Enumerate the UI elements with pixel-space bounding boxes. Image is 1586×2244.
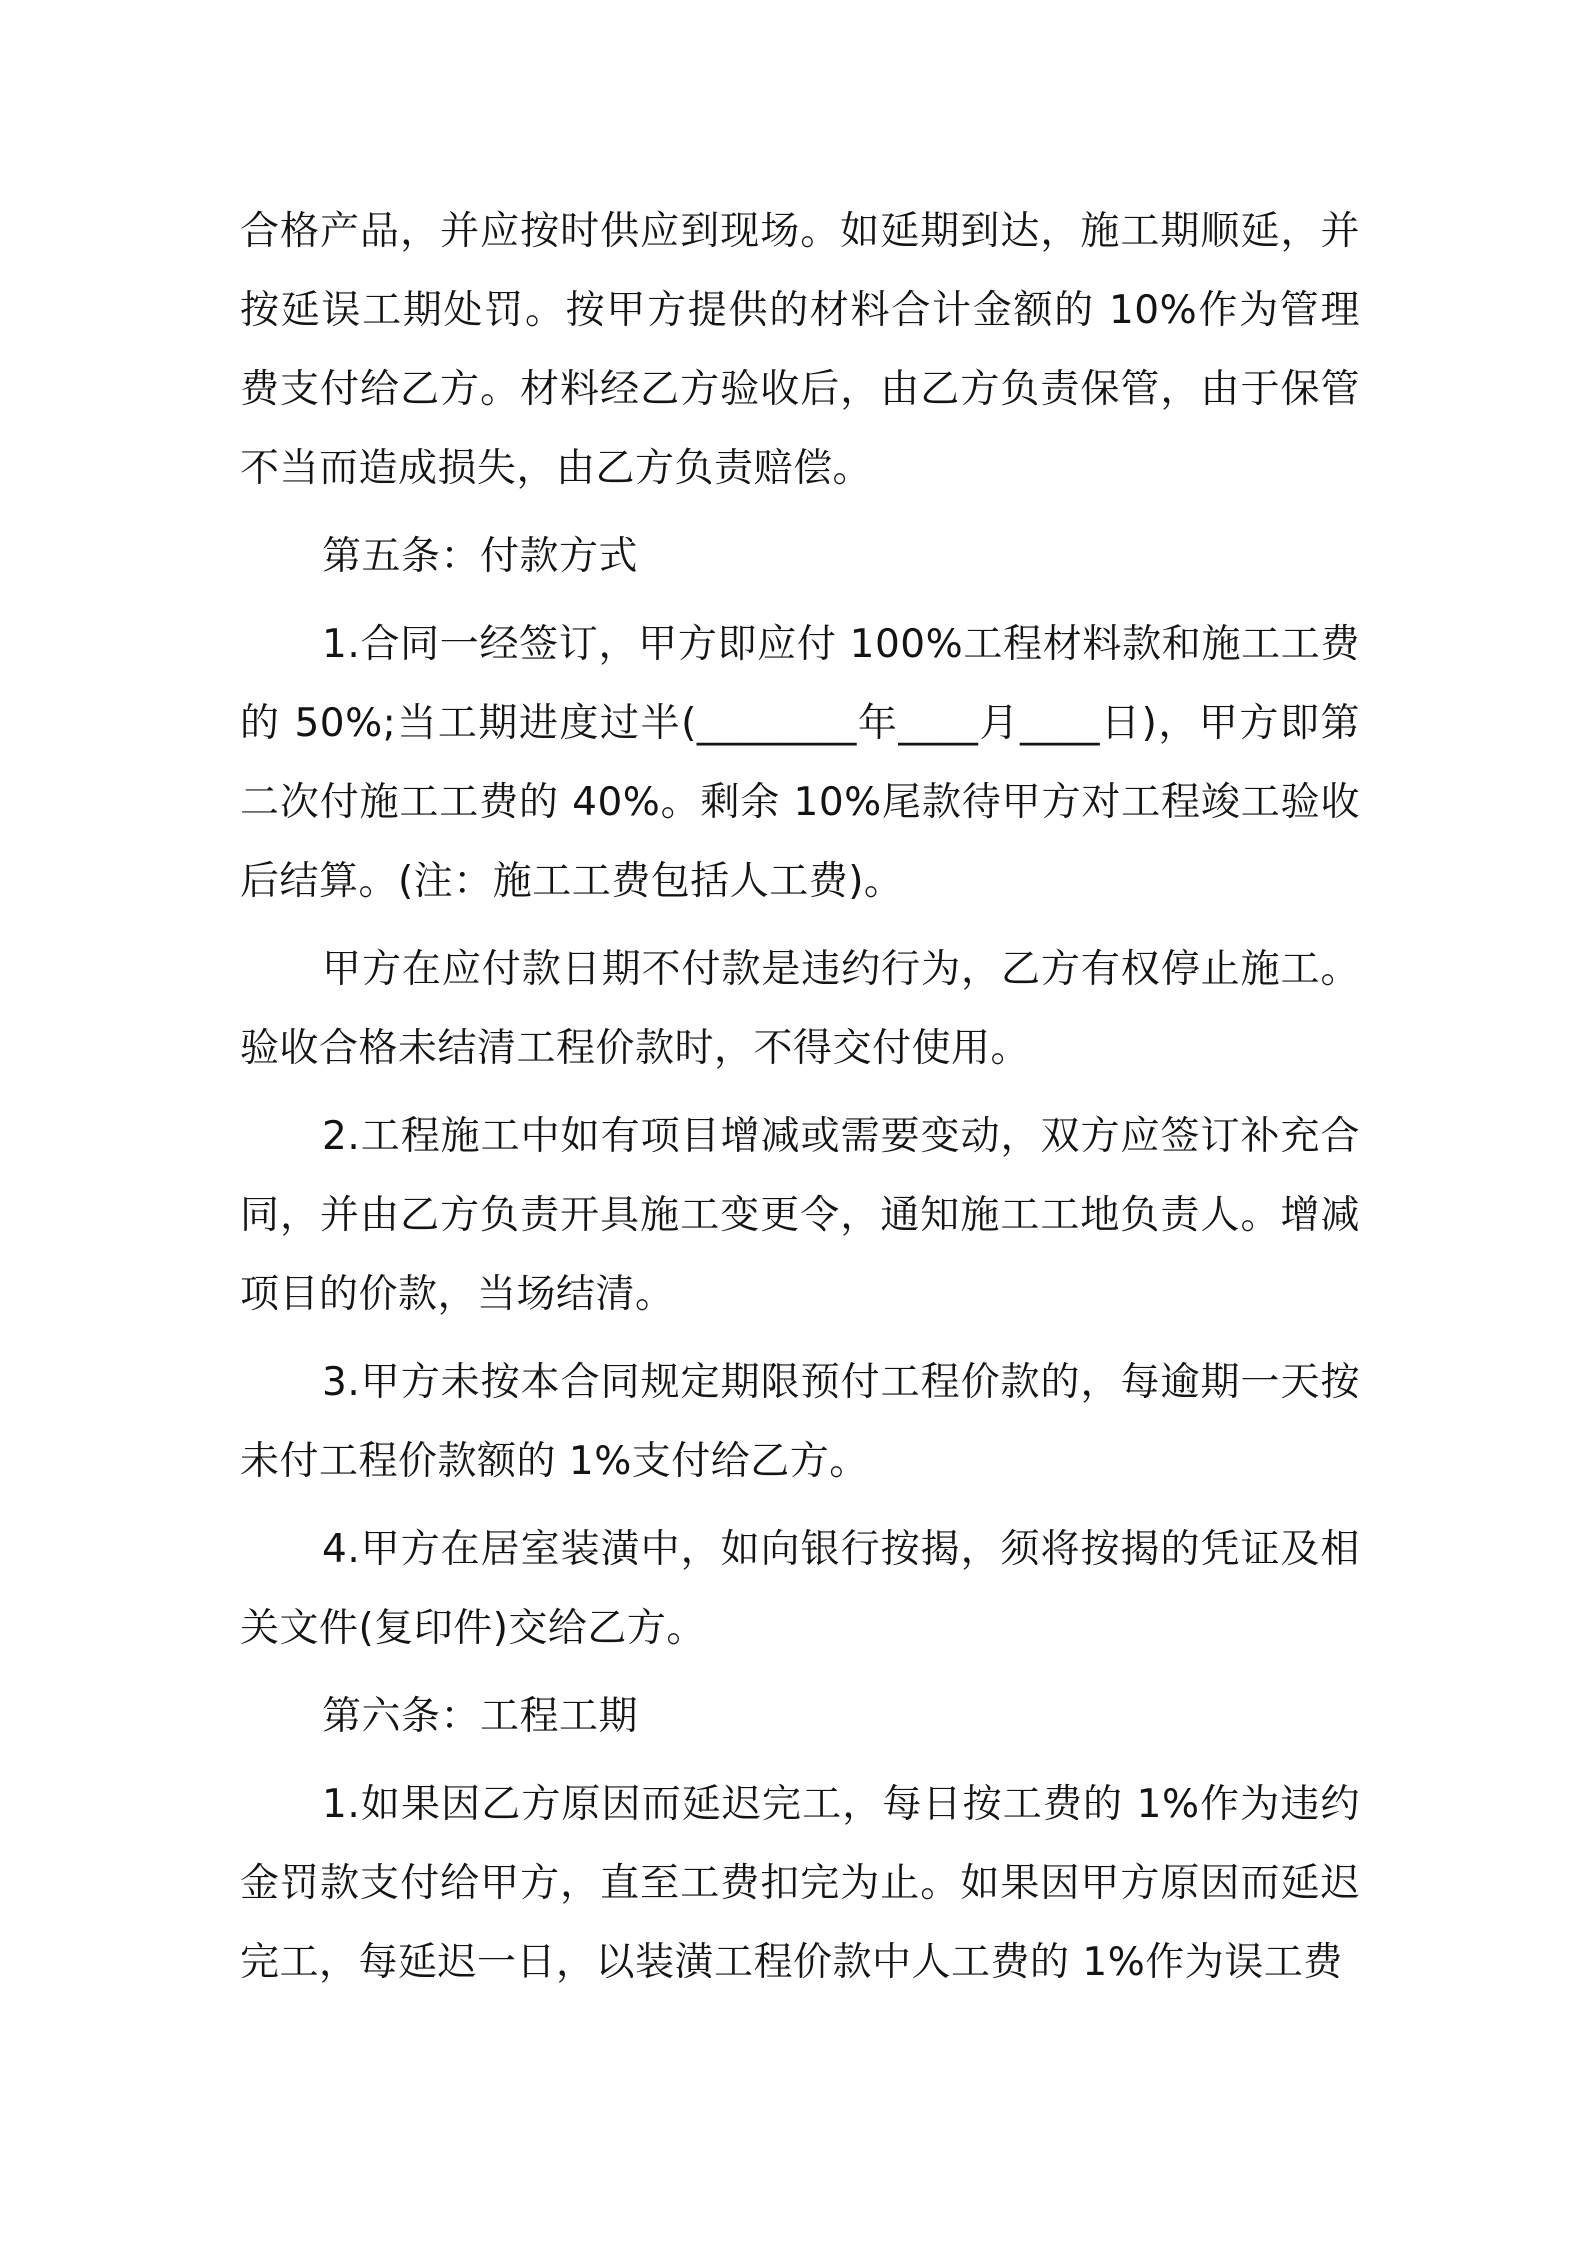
section-heading-article-6: 第六条：工程工期 bbox=[322, 1694, 639, 1739]
paragraph-payment-default: 甲方在应付款日期不付款是违约行为，乙方有权停止施工。验收合格未结清工程价款时，不得交付使用。 bbox=[240, 947, 1360, 1071]
paragraph-payment-4: 4.甲方在居室装潢中，如向银行按揭，须将按揭的凭证及相关文件(复印件)交给乙方。 bbox=[240, 1527, 1360, 1651]
paragraph-payment-2: 2.工程施工中如有项目增减或需要变动，双方应签订补充合同，并由乙方负责开具施工变更令，通知施工工地负责人。增减项目的价款，当场结清。 bbox=[240, 1114, 1360, 1317]
paragraph-schedule-1: 1.如果因乙方原因而延迟完工，每日按工费的 1%作为违约金罚款支付给甲方，直至工费扣完为止。如果因甲方原因而延迟完工，每延迟一日，以装潢工程价款中人工费的 1%作为误工费 bbox=[240, 1782, 1360, 1985]
paragraph-payment-3: 3.甲方未按本合同规定期限预付工程价款的，每逾期一天按未付工程价款额的 1%支付给乙方。 bbox=[240, 1360, 1360, 1484]
paragraph-continuation: 合格产品，并应按时供应到现场。如延期到达，施工期顺延，并按延误工期处罚。按甲方提供的材料合计金额的 10%作为管理费支付给乙方。材料经乙方验收后，由乙方负责保管，由于保管不当而造成损失，由乙方负责赔偿。 bbox=[240, 209, 1360, 491]
document-body bbox=[240, 192, 1360, 2011]
paragraph-payment-1: 1.合同一经签订，甲方即应付 100%工程材料款和施工工费的 50%;当工期进度过半(________年____月____日)，甲方即第二次付施工工费的 40%。剩余 10%尾款待甲方对工程竣工验收后结算。(注：施工工费包括人工费)。 bbox=[240, 622, 1360, 904]
section-heading-article-5: 第五条：付款方式 bbox=[322, 534, 639, 579]
